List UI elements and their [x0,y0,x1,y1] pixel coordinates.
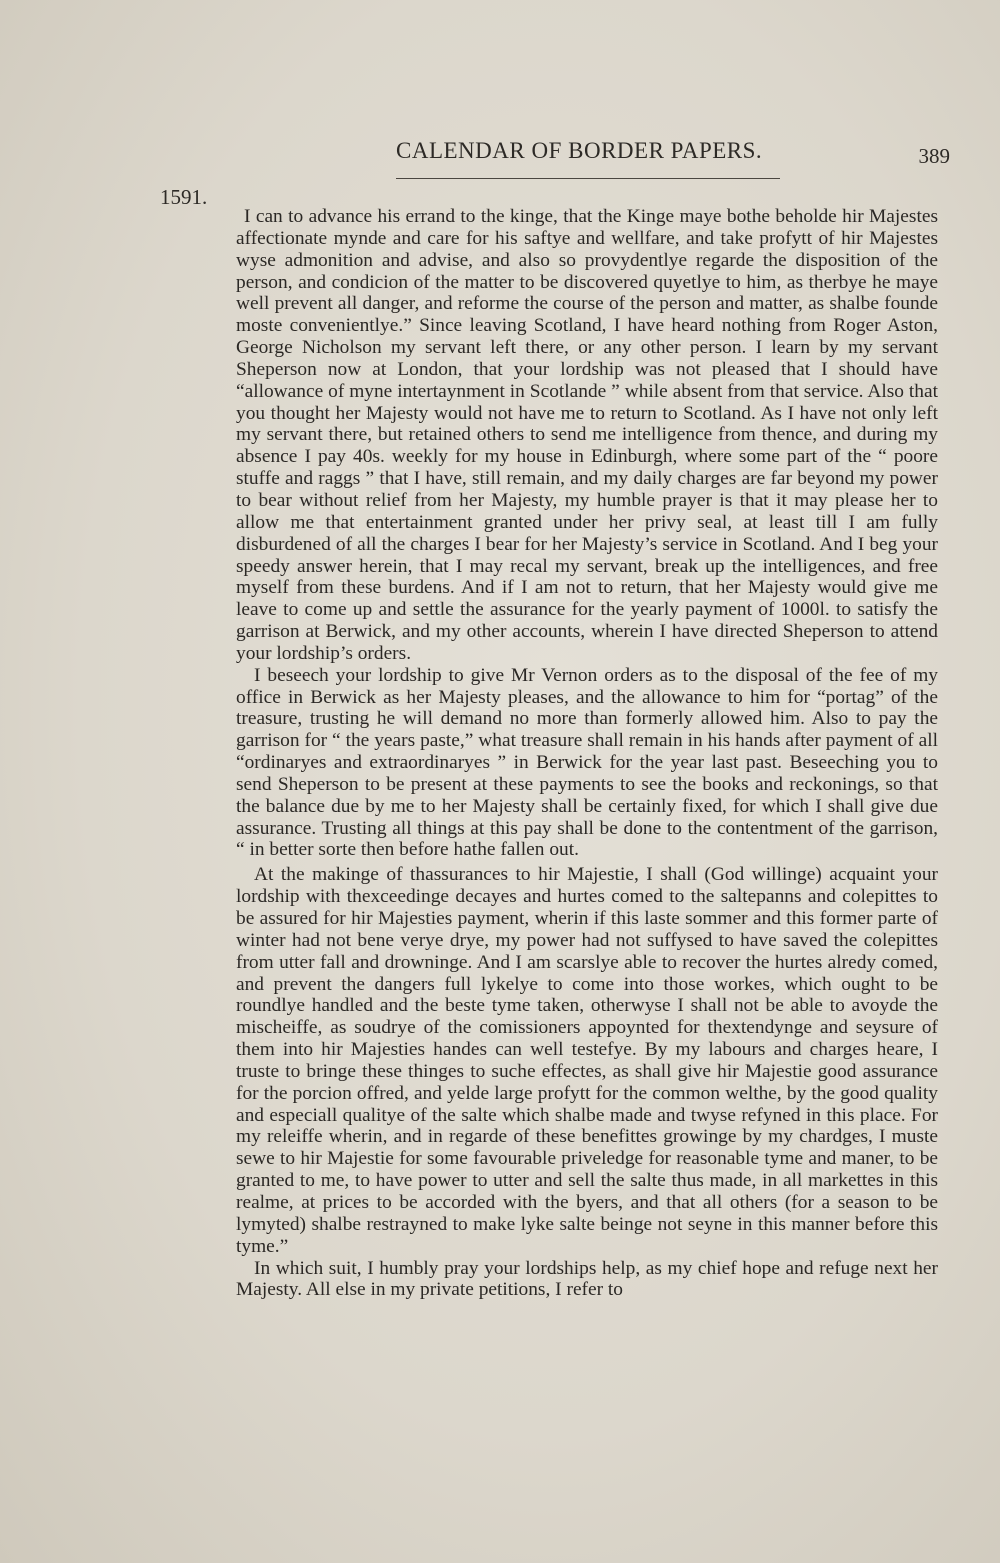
running-header [396,138,956,178]
paragraph-3: At the makinge of thassurances to hir Majestie, I shall (God willinge) acquaint your lordship with thexceedinge decayes and hurtes comed to the saltepanns and colepittes to be assured for hir Majesties payment, wherin if this laste sommer and this former parte of winter had not bene verye drye, my power had not suffysed to have saved the colepittes from utter fall and drowninge. And I am scarslye able to recover the hurtes alredy comed, and prevent the dangers full lykelye to come into those workes, which ought to be roundlye handled and the beste tyme taken, otherwyse I shall not be able to avoyde the mischeiffe, as soudrye of the comissioners appoynted for thextendynge and seysure of them into hir Majesties handes can well testefye. By my labours and charges heare, I truste to bringe these thinges to suche effectes, as shall give hir Majestie good assurance for the porcion offred, and yelde large profytt for the common welthe, by the good quality and especiall qualitye of the salte which shalbe made and twyse refyned in this place. For my releiffe wherin, and in regarde of these benefittes growinge by my chardges, I muste sewe to hir Majestie for some favourable priveledge for reasonable tyme and maner, to be granted to me, to have power to utter and sell the salte thus made, in all markettes in this realme, at prices to be accorded with the byers, and that all others (for a season to be lymyted) shalbe restrayned to make lyke salte beinge not seyne in this manner before this tyme.” [236,864,938,1257]
body-text [236,206,938,1301]
paragraph-2: I beseech your lordship to give Mr Vernon orders as to the disposal of the fee of my office in Berwick as her Majesty pleases, and the allowance to him for “portag” of the treasure, trusting he will demand no more than formerly allowed him. Also to pay the garrison for “ the years paste,” what treasure shall remain in his hands after payment of all “ordinaryes and extraordinaryes ” in Berwick for the year last past. Beseeching you to send Sheperson to be present at these payments to see the books and reckonings, so that the balance due by me to her Majesty shall be certainly fixed, for which I shall give due assurance. Trusting all things at this pay shall be done to the contentment of the garrison, “ in better sorte then before hathe fallen out. [236,664,938,861]
paragraph-1: I can to advance his errand to the kinge, that the Kinge maye bothe beholde hir Majestes affectionate mynde and care for his saftye and wellfare, and take profytt of hir Majestes wyse admonition and advise, and also so provydentlye regarde the disposition of the person, and condicion of the matter to be discovered quyetlye to him, as therbye he maye well prevent all danger, and reforme the course of the person and matter, as shalbe founde moste convenientlye.” Since leaving Scotland, I have heard nothing from Roger Aston, George Nicholson my servant left there, or any other person. I learn by my servant Sheperson now at London, that your lordship was not pleased that I should have “allowance of myne intertaynment in Scotlande ” while absent from that service. Also that you thought her Majesty would not have me to return to Scotland. As I have not only left my servant there, but retained others to send me intelligence from thence, and during my absence I pay 40s. weekly for my house in Edinburgh, where some part of the “ poore stuffe and raggs ” that I have, still remain, and my daily charges are far beyond my power to bear without relief from her Majesty, my humble prayer is that it may please her to allow me that entertainment granted under her privy seal, at least till I am fully disburdened of all the charges I bear for her Majesty’s service in Scotland. And I beg your speedy answer herein, that I may recal my servant, break up the intelligences, and free myself from these burdens. And if I am not to return, that her Majesty would give me leave to come up and settle the assurance for the yearly payment of 1000l. to satisfy the garrison at Berwick, and my other accounts, wherein I have directed Sheperson to attend your lordship’s orders. [236,206,938,664]
running-title: CALENDAR OF BORDER PAPERS. [396,138,763,163]
page-number: 389 [918,144,950,168]
margin-year: 1591. [160,185,208,209]
header-rule [396,178,780,179]
paragraph-4: In which suit, I humbly pray your lordships help, as my chief hope and refuge next her Majesty. All else in my private petitions, I refer to [236,1257,938,1301]
